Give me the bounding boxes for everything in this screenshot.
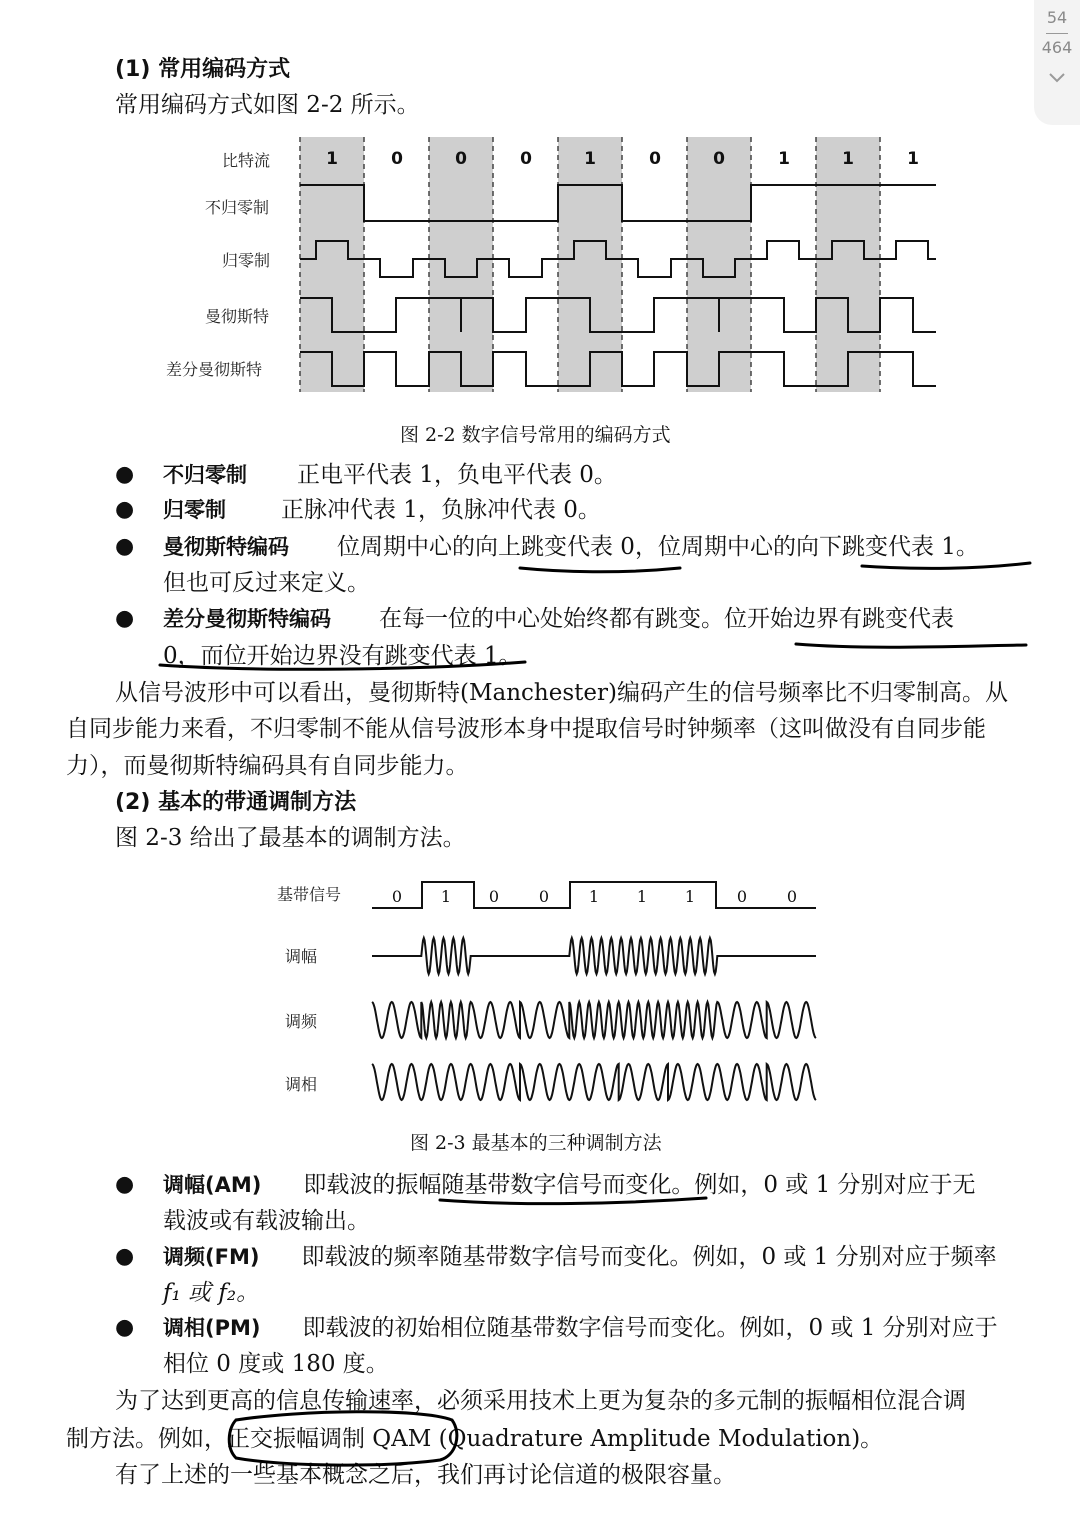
page-total: 464 <box>1041 38 1073 57</box>
bit-value: 0 <box>455 149 467 169</box>
bullet-dot: ● <box>115 1172 135 1197</box>
bullet-term: 调相(PM) <box>163 1316 261 1340</box>
bit-value: 1 <box>584 149 596 169</box>
bit-value: 1 <box>326 149 338 169</box>
row-label-manchester: 曼彻斯特 <box>205 307 270 326</box>
bullet-continuation: f₁ 或 f₂。 <box>163 1280 260 1306</box>
bullet-text: 位周期中心的向上跳变代表 0，位周期中心的向下跳变代表 1。 <box>337 534 979 560</box>
bullet-term: 曼彻斯特编码 <box>163 535 289 559</box>
bullet-continuation: 但也可反过来定义。 <box>163 570 370 596</box>
list-item <box>163 495 601 525</box>
underline-annotation <box>796 644 1026 647</box>
bit-value: 1 <box>778 149 790 169</box>
list-item <box>163 460 617 490</box>
bullet-text: 即载波的振幅随基带数字信号而变化。例如，0 或 1 分别对应于无 <box>303 1172 976 1198</box>
row-label-fm: 调频 <box>285 1012 318 1031</box>
bullet-term: 归零制 <box>163 498 226 522</box>
paragraph-line: 制方法。例如，正交振幅调制 QAM (Quadrature Amplitude Modulation)。 <box>66 1426 884 1452</box>
paragraph-line: 有了上述的一些基本概念之后，我们再讨论信道的极限容量。 <box>115 1462 736 1488</box>
bit-value: 0 <box>649 149 661 169</box>
bullet-term: 调幅(AM) <box>163 1173 262 1197</box>
baseband-bit: 1 <box>440 887 452 906</box>
encoding-waveforms <box>0 0 1080 420</box>
baseband-bit: 0 <box>538 887 550 906</box>
paragraph-line: 力），而曼彻斯特编码具有自同步能力。 <box>66 753 469 779</box>
bullet-dot: ● <box>115 497 135 522</box>
baseband-bit: 1 <box>636 887 648 906</box>
baseband-bit: 1 <box>588 887 600 906</box>
row-label-baseband: 基带信号 <box>277 885 342 904</box>
list-item <box>163 604 954 634</box>
bullet-term: 差分曼彻斯特编码 <box>163 607 331 631</box>
baseband-bit: 0 <box>786 887 798 906</box>
bullet-dot: ● <box>115 462 135 487</box>
underline-annotation <box>520 568 680 572</box>
bit-value: 1 <box>907 149 919 169</box>
paragraph-line: 为了达到更高的信息传输速率，必须采用技术上更为复杂的多元制的振幅相位混合调 <box>115 1388 966 1414</box>
bullet-text: 即载波的初始相位随基带数字信号而变化。例如，0 或 1 分别对应于 <box>302 1315 998 1341</box>
section1-intro: 常用编码方式如图 2-2 所示。 <box>115 92 420 118</box>
list-item <box>163 1242 997 1272</box>
baseband-bit: 0 <box>488 887 500 906</box>
row-label-nrz: 不归零制 <box>205 198 270 217</box>
baseband-bit: 1 <box>684 887 696 906</box>
row-label-diff-manchester: 差分曼彻斯特 <box>166 360 263 379</box>
fm-wave <box>372 1002 816 1038</box>
paragraph-line: 自同步能力来看，不归零制不能从信号波形本身中提取信号时钟频率（这叫做没有自同步能 <box>66 716 986 742</box>
bit-value: 0 <box>391 149 403 169</box>
bullet-continuation: 0，而位开始边界没有跳变代表 1。 <box>163 643 522 669</box>
bullet-text: 正脉冲代表 1，负脉冲代表 0。 <box>281 497 601 523</box>
page-current: 54 <box>1046 8 1068 27</box>
underline-annotation <box>862 563 1030 568</box>
bullet-dot: ● <box>115 1244 135 1269</box>
bullet-continuation: 相位 0 度或 180 度。 <box>163 1351 389 1377</box>
pm-wave <box>372 1064 816 1100</box>
row-label-am: 调幅 <box>285 947 318 966</box>
bullet-text: 正电平代表 1，负电平代表 0。 <box>297 462 617 488</box>
am-wave <box>372 938 816 974</box>
bullet-term: 调频(FM) <box>163 1245 260 1269</box>
bullet-dot: ● <box>115 534 135 559</box>
modulation-waveforms <box>0 860 1080 1120</box>
bullet-continuation: 载波或有载波输出。 <box>163 1208 370 1234</box>
bullet-dot: ● <box>115 606 135 631</box>
baseband-bit: 0 <box>391 887 403 906</box>
list-item <box>163 1170 976 1200</box>
figure-2-2-caption: 图 2-2 数字信号常用的编码方式 <box>400 424 671 446</box>
paragraph-line: 从信号波形中可以看出，曼彻斯特(Manchester)编码产生的信号频率比不归零制高。从 <box>115 680 1008 706</box>
bullet-term: 不归零制 <box>163 463 247 487</box>
section2-heading: (2) 基本的带通调制方法 <box>115 790 357 815</box>
bullet-text: 在每一位的中心处始终都有跳变。位开始边界有跳变代表 <box>379 606 954 632</box>
bit-value: 0 <box>520 149 532 169</box>
list-item <box>163 1313 998 1343</box>
row-label-pm: 调相 <box>285 1075 318 1094</box>
baseband-bit: 0 <box>736 887 748 906</box>
bullet-text: 即载波的频率随基带数字信号而变化。例如，0 或 1 分别对应于频率 <box>301 1244 997 1270</box>
section2-intro: 图 2-3 给出了最基本的调制方法。 <box>115 825 466 851</box>
bit-value: 1 <box>842 149 854 169</box>
list-item <box>163 532 979 562</box>
bullet-dot: ● <box>115 1315 135 1340</box>
row-label-rz: 归零制 <box>222 251 271 270</box>
figure-2-3-caption: 图 2-3 最基本的三种调制方法 <box>410 1132 662 1154</box>
bit-value: 0 <box>713 149 725 169</box>
section1-heading: (1) 常用编码方式 <box>115 57 291 82</box>
row-label-bitstream: 比特流 <box>222 151 271 170</box>
